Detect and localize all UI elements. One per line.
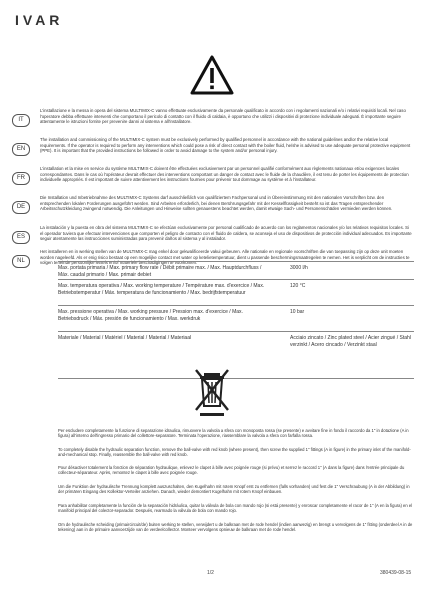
spec-label: Max. temperatura operativa / Max. working temperature / Température max. d'exercice / Max. Betriebstemperatur / Máx. temperatura de funcionamiento / Max. bedrijfstemperatuur — [58, 283, 265, 296]
language-code-badge: IT — [12, 114, 30, 127]
instruction-paragraph: Para anhabilitar completamente la función de la separación hidráulica, quitar la válvula de bola con mando rojo (si está presente) y enroscar completamente el racor de 1" (A en la figura) en el manifold principal del colector-separador. Después, rearmado la válvula de bola con mando rojo. — [58, 503, 413, 514]
spec-value: 10 bar — [290, 309, 305, 315]
language-code-badge: FR — [12, 172, 30, 185]
spec-label: Max. pressione operativa / Max. working pressure / Pression max. d'exercice / Max. Betriebsdruck / Máx. presión de funcionamiento / Max. werkdruk — [58, 309, 243, 322]
warning-icon — [190, 55, 234, 95]
spec-label: Materiale / Material / Matériel / Material / Material / Materiaal — [58, 335, 192, 341]
spec-divider — [58, 331, 414, 332]
language-text: Het installeren en in werking stellen van de MULTIMIX-C mag enkel door gekwalificeerde vakui gebeuren. Alle nationale en regionale voorschriften die van toepassing zijn op deze unit moeten worden nageleefd. Als er enig risico bestaat op een mogelijke contact met water op ketelietemperatuur, dient u passende beschermingsmaatregelen te nemen. Het is verplicht om de instructies te volgen teneinde persoonlijke letsels en/of materiële beschadigingen te voorkomen. — [40, 249, 410, 265]
instruction-paragraph: Om de hydraulische scheiding (primaircircuit/de) buiten werking te stellen, verwijdert u de balkraan met de rode hendel (indien aanwezig) en brengt u vervolgens de 1" fitting (onderdeel A in de tekening) aan in de primaire aanvoerzijde van de verdeelcollector. Monteer vervolgens opnieuw de balkraan met de rode hendel. — [58, 522, 413, 533]
spec-value: 120 °C — [290, 283, 306, 289]
spec-value: 3000 l/h — [290, 265, 308, 271]
instruction-paragraph: To completely disable the hydraulic separation function, remove the ball-valve with red knob (where present), then screw the supplied 1" fittings (A in figure) in the primary inlet of the manifold-and-mechanical stop. Finally, reassemble the ball-valve with red knob. — [58, 447, 411, 458]
language-code-badge: DE — [12, 201, 30, 214]
language-code-badge: EN — [12, 143, 30, 156]
page-number: 1/2 — [207, 570, 214, 576]
instruction-paragraph: Per escludere completamente la funzione di separazione idraulica, rimuovere la valvola a sfera con monoposta rossa (se presente) e avvitare fine in fondo il raccordo da 1" in dotazione (A in figura) all'interno dell'ingresso primario del collettore-separatore. Terminata l'operazione, riassemblare la valvola a sfera con farfalla rossa. — [58, 428, 409, 439]
language-text: L'installazione e la messa in opera del sistema MULTIMIX-C vanno effettuate esclusivamente da personale qualificato in accordo con i regolamenti nazionali e/o i relativi requisiti locali. Nel caso l'operatore debba effettuare interventi che comportano il pericolo di contatto con il fluido di caldaia, è opportuno che utilizzi i dispositivi di protezione individuale adeguati. È importante seguire attentamente le istruzioni fornite per prevenire danni al sistema e all'installatore. — [40, 108, 406, 124]
spec-divider — [58, 378, 414, 379]
spec-divider — [58, 261, 414, 262]
document-code: 380439-08-15 — [380, 570, 412, 576]
spec-value: Acciaio zincato / Zinc plated steel / Acier zingué / Stahl verzinkt / Acero cincado / Verzinkt staal — [290, 335, 411, 348]
spec-divider — [58, 279, 414, 280]
language-text: The installation and commissioning of the MULTIMIX-C system must be exclusively performed by qualified personnel in accordance with the national guidelines and/or the relative local requirements. If the operator is required to perform any interventions which could pose a risk of direct contact with the boiler fluid, he/she is advised to use adequate personal protective equipment (PPE). It is important that the provided instructions be followed in order to avoid damage to the system and/or personal injury. — [40, 137, 411, 153]
instruction-paragraph: Pour désactiver totalement la fonction de séparation hydraulique, enlevez le clapet à bille avec poignée rouge (si prévu) et serrez le raccord 1" (A dans la figure) dans l'entrée principale du collecteur-séparateur. Après, remontez le clapet à bille avec poignée rouge. — [58, 465, 405, 476]
language-code-badge: ES — [12, 231, 30, 244]
language-text: L'installation et la mise en service du système MULTIMIX-C doivent être effectuées exclusivement par un personnel qualifié conformément aux règlements nationaux et/ou exigences locales correspondantes. Dans le cas où l'opérateur devrait effectuer des interventions comportant un danger de contact avec le fluide de la chaudière, il est tenu de porter les équipements de protection individuelle appropriés. Il est important de suivre attentivement les instructions fournies pour prévenir tout dommage au système et à l'installateur. — [40, 166, 409, 182]
spec-divider — [58, 305, 414, 306]
instruction-paragraph: Um die Funktion der hydraulische Trennung komplett auszuschalten, den Kugelhahn mit rotem Knopf erst zu entfernen (falls vorhanden) und fest die 1" Verschraubung (A in der Abbildung) in der primären Eingang des Kollektor-Verteiler anziehen. Danach, wieder demontiert Kugelhahn mit rotem Knopf einbauen. — [58, 484, 410, 495]
language-code-badge: NL — [12, 255, 30, 268]
language-text: La instalación y la puesta en obra del sistema MULTIMIX-C se efectúan exclusivamente por personal cualificado de acuerdo con los reglamentos nacionales y/o los relativos requisitos locales. Si el operador tuviera que efectuar intervenciones que comporten el peligro de contacto con el fluido de caldera, se aconseja el uso de dispositivos de protección individual adecuados. Es importante seguir atentamente las instrucciones suministradas para prevenir daños al sistema y al instalador. — [40, 225, 412, 241]
crossed-bin-icon — [190, 366, 234, 418]
spec-label: Max. portata primaria / Max. primary flow rate / Débit primaire max. / Max. Hauptdurchfluss / Máx. caudal primario / Max. primair debiet — [58, 265, 262, 278]
ivar-logo: IVAR — [15, 12, 64, 28]
language-text: Die Installation und Inbetriebnahme des MULTIMIX-C Systems darf ausschließlich von qualifiziertem Fachpersonal und in Übereinstimmung mit den nationalen Vorschriften bzw. den entsprechenden lokalen Forderungen ausgeführt werden. Sind Arbeiten erforderlich, bei denen Berührungsgefahr mit der Kesselflüssigkeit besteht so ist das Tragen entsprechender Arbeitsschutzkleidung zwingend notwendig. Die Anleitungen und Hinweise sollten genauestens beachtet werden, damit etwaige Sach- und Personenschäden vermieden werden können. — [40, 195, 393, 211]
